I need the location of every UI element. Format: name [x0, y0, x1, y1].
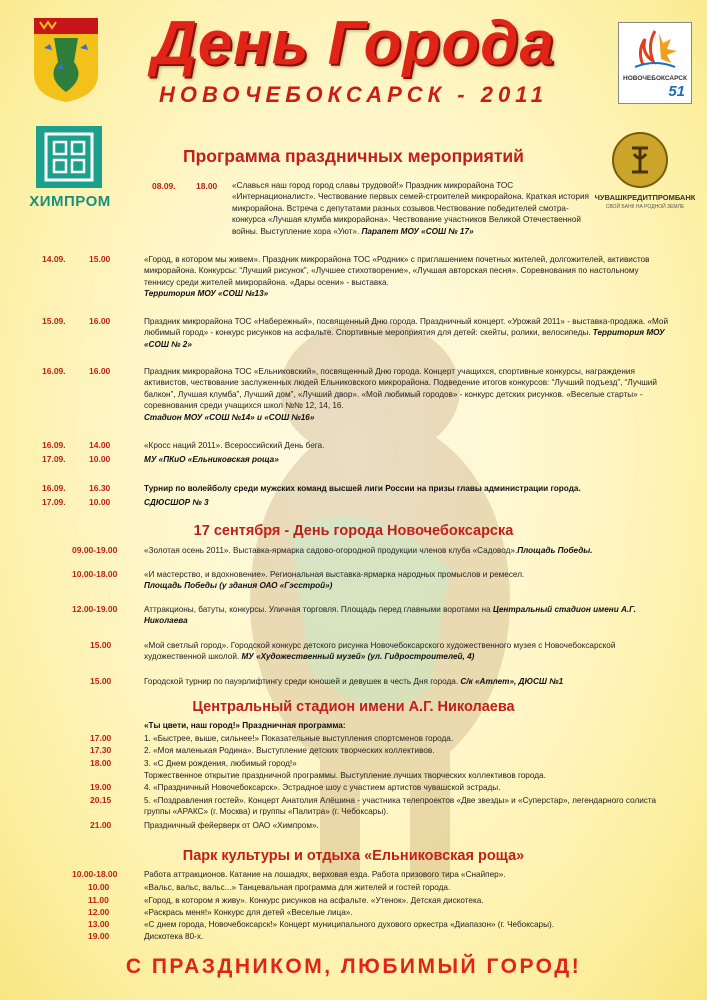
event-text: «Город, в котором мы живем». Праздник микрорайона ТОС «Родник» с приглашением почетных жителей, долгожителей, активистов микрорайона. Конкурсы: “Лучший рисунок”, «Лучшее стихотворение», «Лучшая авторская песня». Соревнования по настольному теннису среди жителей микрорайона. «Дары осени» - выставка. Территория МОУ «СОШ №13»: [144, 255, 650, 299]
event-place: СДЮСШОР № 3: [144, 498, 209, 507]
event-time: 14.00: [89, 440, 111, 450]
stadium-time: 20.15: [90, 795, 112, 805]
stadium-text: 4. «Праздничный Новочебоксарск». Эстрадное шоу с участием артистов чувашской эстрады.: [144, 783, 501, 792]
day-event-text: «Мой светлый город». Городской конкурс детского рисунка Новочебоксарского художественного музея с Новочебоксарской художественной школой. МУ «Художественный музей» (ул. Гидростроителей, 4): [144, 641, 616, 662]
day-event-time: 09.00-19.00: [72, 545, 118, 555]
bank-slogan: СВОЙ БАНК НА РОДНОЙ ЗЕМЛЕ: [605, 204, 685, 210]
event-time: 16.00: [89, 316, 111, 326]
park-time: 13.00: [88, 919, 110, 929]
event-date: 16.09.: [42, 483, 66, 493]
event-text: «Славься наш город город славы трудовой!» Праздник микрорайона ТОС «Интернационалист». Чествование первых семей-строителей микрорайона. Краткая история микрорайона. Встреча с депутатами разных созывов.Чествование победителей смотра-конкурса «Лучшая клумба микрорайона». Чествование участников Великой Отечественной войны. Выступление хора «Уют». Парапет МОУ «СОШ № 17»: [232, 181, 589, 236]
event-place: МУ «ПКиО «Ельниковская роща»: [144, 455, 279, 464]
event-time: 18.00: [196, 181, 218, 191]
stadium-time: 17.30: [90, 745, 112, 755]
event-date: 08.09.: [152, 181, 176, 191]
event-text: Праздник микрорайона ТОС «Набережный», посвященный Дню города. Праздничный концерт. «Урожай 2011» - выставка-продажа. «Мой любимый город» - конкурс рисунков на асфальте. Спортивные мероприятия для детей: скейты, ролики, велосипеды. Территория МОУ «СОШ № 2»: [144, 317, 669, 349]
anniversary-logo: [618, 22, 692, 104]
event-text: Турнир по волейболу среди мужских команд высшей лиги России на призы главы администрации города.: [144, 484, 581, 493]
event-text: Праздник микрорайона ТОС «Ельниковский», посвященный Дню города. Концерт учащихся, спортивные конкурсы, награждения активистов, чествование заслуженных людей Ельниковского микрорайона. Подведение итогов конкурсов: “Лучший подъезд”, “Лучший балкон”, Лучшая клумба”, Лучший дом”, «Лучший двор». «Мой любимый городов» - конкурс детских рисунков. «Веселые старты» - соревнования среди учащихся школ №№ 12, 14, 16. Стадион МОУ «СОШ №14» и «СОШ №16»: [144, 367, 657, 422]
day-event-time: 12.00-19.00: [72, 604, 118, 614]
day-event-time: 15.00: [90, 640, 112, 650]
park-text: «С днем города, Новочебоксарск!» Концерт муниципального духового оркестра «Диапазон» (г. Чебоксары).: [144, 920, 554, 929]
day-event-text: Аттракционы, батуты, конкурсы. Уличная торговля. Площадь перед главными воротами на Центральный стадион имени А.Г. Николаева: [144, 605, 636, 626]
park-text: Работа аттракционов. Катание на лошадях, верховая езда. Работа призового тира «Снайпер».: [144, 870, 506, 879]
stadium-time: 17.00: [90, 733, 112, 743]
park-text: «Раскрась меня!» Конкурс для детей «Веселые лица».: [144, 908, 353, 917]
anniversary-label: НОВОЧЕБОКСАРСК: [623, 75, 687, 82]
stadium-time: 18.00: [90, 758, 112, 768]
bank-name: ЧУВАШКРЕДИТПРОМБАНК: [594, 193, 696, 202]
event-date: 17.09.: [42, 454, 66, 464]
park-time: 11.00: [88, 895, 109, 905]
stadium-text: 2. «Моя маленькая Родина». Выступление детских творческих коллективов.: [144, 746, 435, 755]
event-time: 16.00: [89, 366, 111, 376]
page-subtitle: НОВОЧЕБОКСАРСК - 2011: [158, 82, 549, 107]
event-text: «Кросс наций 2011». Всероссийский День бега.: [144, 441, 325, 450]
event-time: 10.00: [89, 454, 111, 464]
stadium-text: 1. «Быстрее, выше, сильнее!» Показательные выступления спортсменов города.: [144, 734, 454, 743]
event-time: 15.00: [89, 254, 111, 264]
event-date: 14.09.: [42, 254, 66, 264]
day-event-time: 10.00-18.00: [72, 569, 118, 579]
park-text: Дискотека 80-х.: [144, 932, 204, 941]
park-text: «Город, в котором я живу». Конкурс рисунков на асфальте. «Утенок». Детская дискотека.: [144, 896, 484, 905]
event-time: 10.00: [89, 497, 111, 507]
event-date: 16.09.: [42, 366, 66, 376]
park-text: «Вальс, вальс, вальс...» Танцевальная программа для жителей и гостей города.: [144, 883, 451, 892]
program-title: Программа праздничных мероприятий: [183, 146, 524, 166]
park-title: Парк культуры и отдыха «Ельниковская роща»: [182, 848, 525, 864]
event-date: 17.09.: [42, 497, 66, 507]
stadium-intro: «Ты цвети, наш город!» Праздничная программа:: [144, 721, 346, 730]
anniversary-number: 51: [668, 83, 685, 100]
stadium-title: Центральный стадион имени А.Г. Николаева: [192, 699, 515, 715]
park-time: 10.00-18.00: [72, 869, 118, 879]
stadium-time: 21.00: [90, 820, 112, 830]
event-date: 15.09.: [42, 316, 66, 326]
day-event-text: «И мастерство, и вдохновение». Региональная выставка-ярмарка народных промыслов и ремесел. Площадь Победы (у здания ОАО «Гэсстрой»): [144, 570, 525, 591]
stadium-time: 19.00: [90, 782, 112, 792]
footer-greeting: С ПРАЗДНИКОМ, ЛЮБИМЫЙ ГОРОД!: [125, 955, 582, 978]
himprom-label: ХИМПРОМ: [29, 193, 111, 210]
event-date: 16.09.: [42, 440, 66, 450]
flame-icon: [619, 23, 691, 73]
event-time: 16.30: [89, 483, 111, 493]
park-time: 10.00: [88, 882, 110, 892]
stadium-text: Праздничный фейерверк от ОАО «Химпром».: [144, 821, 319, 830]
day-event-text: Городской турнир по пауэрлифтингу среди юношей и девушек в честь Дня города. С/к «Атлет», ДЮСШ №1: [144, 677, 564, 686]
day-title: 17 сентября - День города Новочебоксарска: [193, 523, 514, 539]
page-title: День Города: [151, 9, 556, 78]
stadium-text: 5. «Поздравления гостей». Концерт Анатолия Алёшина - участника телепроектов «Две звезды» и «Суперстар», легендарного солиста группы «АРАКС» (г. Москва) и группы «Палитра» (г. Чебоксары).: [144, 796, 657, 817]
park-time: 19.00: [88, 931, 110, 941]
park-time: 12.00: [88, 907, 110, 917]
stadium-text: Торжественное открытие праздничной программы. Выступление лучших творческих коллективов города.: [144, 771, 546, 780]
stadium-text: 3. «С Днем рождения, любимый город!»: [144, 759, 297, 768]
day-event-time: 15.00: [90, 676, 112, 686]
day-event-text: «Золотая осень 2011». Выставка-ярмарка садово-огородной продукции членов клуба «Садовод».Площадь Победы.: [144, 546, 593, 555]
